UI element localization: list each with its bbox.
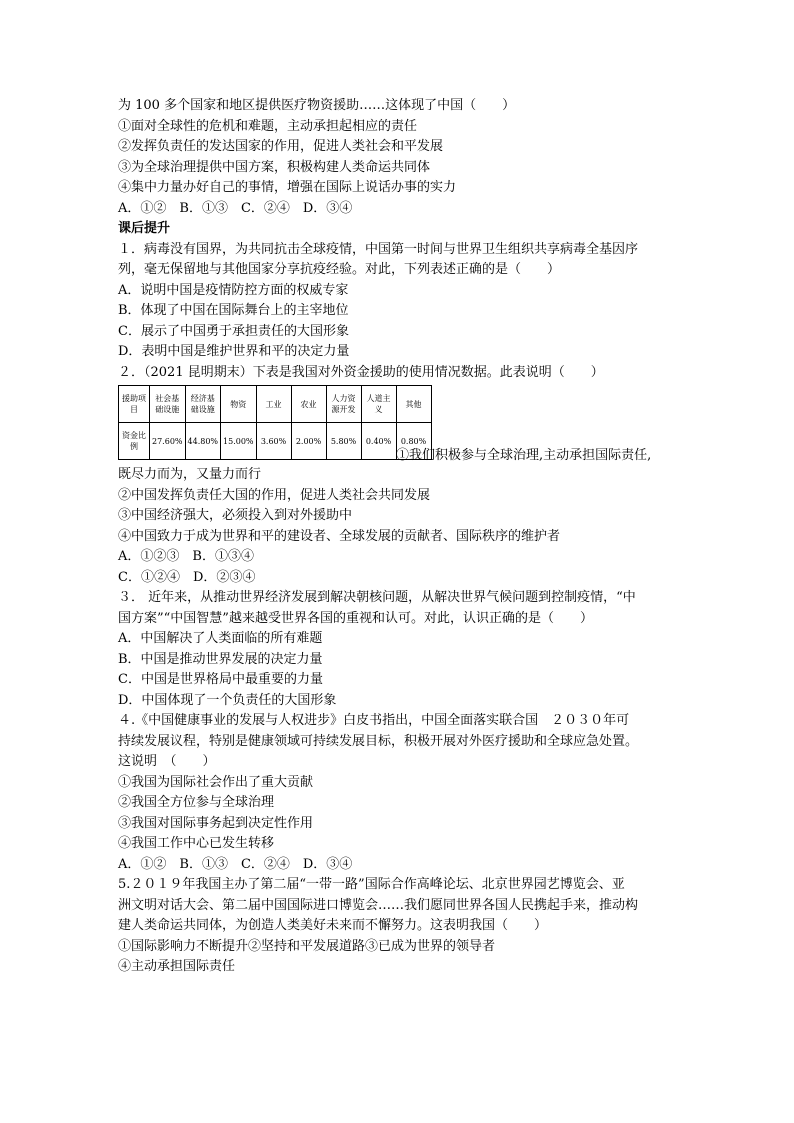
worksheet-page: [118, 96, 698, 978]
q4-option: ③我国对国际事务起到决定性作用: [118, 815, 314, 831]
q2-table-row: [118, 385, 698, 465]
table-cell: 0.40%: [361, 423, 396, 460]
table-cell: 27.60%: [150, 423, 186, 460]
q4-stem-line3: 这说明 （ ）: [118, 754, 216, 769]
q5-stem-line1: 5.２０１９年我国主办了第二届“一带一路”国际合作高峰论坛、北京世界园艺博览会、亚: [118, 877, 625, 892]
q3-choice-b: B．中国是推动世界发展的决定力量: [118, 651, 323, 667]
q2-answers-line2: C．①②④ D．②③④: [118, 569, 256, 585]
table-cell: 5.80%: [326, 423, 361, 460]
q5-options-line2: ④主动承担国际责任: [118, 959, 236, 974]
q2-answers-line1: A．①②③ B．①③④: [118, 549, 254, 564]
aid-table: [118, 385, 432, 460]
table-header-cell: 资金比例: [119, 423, 150, 460]
q3-choice-c: C．中国是世界格局中最重要的力量: [118, 672, 323, 687]
table-cell: 3.60%: [256, 423, 291, 460]
table-cell: 2.00%: [291, 423, 326, 460]
q4-option: ④我国工作中心已发生转移: [118, 836, 275, 851]
q1-choice-b: B．体现了中国在国际舞台上的主宰地位: [118, 303, 349, 318]
table-cell: 15.00%: [221, 423, 257, 460]
section-title: 课后提升: [118, 221, 171, 236]
q1-stem-line2: 列，毫无保留地与其他国家分享抗疫经验。对此，下列表述正确的是（ ）: [118, 262, 561, 277]
intro-stem: 为 100 多个国家和地区提供医疗物资援助……这体现了中国（ ）: [118, 98, 516, 113]
intro-option: ③为全球治理提供中国方案，积极构建人类命运共同体: [118, 159, 431, 175]
table-row: [119, 423, 432, 460]
table-column-header: 农业: [291, 386, 326, 423]
table-column-header: 社会基础设施: [150, 386, 186, 423]
table-column-header: 经济基础设施: [185, 386, 221, 423]
q4-stem-line1: ４.《中国健康事业的发展与人权进步》白皮书指出，中国全面落实联合国 ２０３０年可: [118, 713, 630, 728]
q4-option: ①我国为国际社会作出了重大贡献: [118, 774, 314, 790]
q2-option-1-part1: ①我们积极参与全球治理,主动承担国际责任,: [396, 448, 652, 463]
intro-answers: A．①② B．①③ C．②④ D．③④: [118, 200, 353, 216]
q2-stem: ２．（2021 昆明期末）下表是我国对外资金援助的使用情况数据。此表说明（ ）: [118, 364, 604, 380]
q5-stem-line3: 建人类命运共同体，为创造人类美好未来而不懈努力。这表明我国（ ）: [118, 918, 548, 933]
q2-option: ③中国经济强大，必须投入到对外援助中: [118, 508, 353, 523]
table-column-header: 其他: [396, 386, 431, 423]
q1-choice-a: A．说明中国是疫情防控方面的权威专家: [118, 282, 349, 298]
table-column-header: 人道主义: [361, 386, 396, 423]
q3-stem-line1: ３． 近年来，从推动世界经济发展到解决朝核问题，从解决世界气候问题到控制疫情，“中: [118, 590, 636, 605]
q4-stem-line2: 持续发展议程，特别是健康领域可持续发展目标，积极开展对外医疗援助和全球应急处置。: [118, 733, 639, 749]
table-column-header: 人力资源开发: [326, 386, 361, 423]
q2-option: ④中国致力于成为世界和平的建设者、全球发展的贡献者、国际秩序的维护者: [118, 528, 561, 544]
table-column-header: 物资: [221, 386, 257, 423]
q1-choice-d: D．表明中国是维护世界和平的决定力量: [118, 344, 350, 359]
q1-stem-line1: １．病毒没有国界，为共同抗击全球疫情，中国第一时间与世界卫生组织共享病毒全基因序: [118, 241, 639, 257]
q5-options-line1: ①国际影响力不断提升②坚持和平发展道路③已成为世界的领导者: [118, 938, 496, 954]
table-cell: 0.80%: [396, 423, 431, 460]
intro-option: ④集中力量办好自己的事情，增强在国际上说话办事的实力: [118, 180, 457, 195]
q4-option: ②我国全方位参与全球治理: [118, 795, 275, 810]
q4-answers: A．①② B．①③ C．②④ D．③④: [118, 856, 353, 872]
q5-stem-line2: 洲文明对话大会、第二届中国国际进口博览会……我们愿同世界各国人民携起手来，推动构: [118, 897, 639, 913]
table-column-header: 工业: [256, 386, 291, 423]
table-cell: 44.80%: [185, 423, 221, 460]
q3-stem-line2: 国方案”“中国智慧”越来越受世界各国的重视和认可。对此，认识正确的是（ ）: [118, 610, 593, 626]
q3-choice-d: D．中国体现了一个负责任的大国形象: [118, 692, 337, 708]
q2-option-1-part2: 既尽力而为，又量力而行: [118, 467, 262, 482]
q1-choice-c: C．展示了中国勇于承担责任的大国形象: [118, 323, 349, 339]
q2-option: ②中国发挥负责任大国的作用，促进人类社会共同发展: [118, 487, 431, 503]
table-row: [119, 386, 432, 423]
q3-choice-a: A．中国解决了人类面临的所有难题: [118, 631, 323, 646]
intro-option: ②发挥负责任的发达国家的作用，促进人类社会和平发展: [118, 139, 444, 154]
table-header-cell: 援助项目: [119, 386, 150, 423]
intro-option: ①面对全球性的危机和难题，主动承担起相应的责任: [118, 118, 418, 134]
